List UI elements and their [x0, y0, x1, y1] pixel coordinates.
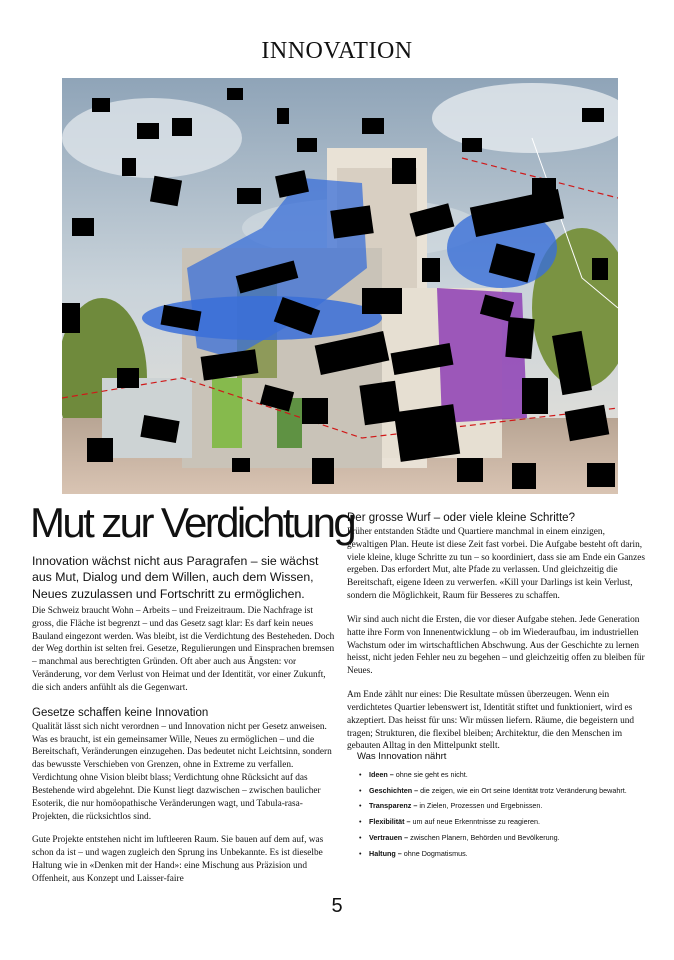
list-item: [357, 849, 637, 859]
list-item-text: um auf neue Erkenntnisse zu reagieren.: [410, 817, 540, 827]
list-item-term: Vertrauen –: [369, 832, 409, 842]
section2-heading: Der grosse Wurf – oder viele kleine Schritte?: [347, 512, 575, 524]
list-item-term: Flexibilität –: [369, 817, 411, 827]
list-item-text: ohne Dogmatismus.: [401, 848, 468, 858]
innovation-list: [357, 770, 637, 858]
list-item: [357, 833, 637, 843]
section2-paragraph-1: Früher entstanden Städte und Quartiere manchmal in einem einzigen, gewaltigen Plan. Heute ist diese Zeit fast vorbei. Die Aufgabe besteht oft darin, viele kleine, kluge Schritte zu tun – so koordiniert, dass sie am Ende ein Ganzes ergeben. Das erfordert Mut, alte Pfade zu verlassen. Und gleichzeitig die Bereitschaft, eigene Ideen zu verwerfen. «Kill your Darlings ist kein Verlust, sondern die Möglichkeit, Raum für Besseres zu schaffen.: [347, 527, 645, 602]
right-column: [347, 512, 645, 753]
list-item-text: in Zielen, Prozessen und Ergebnissen.: [417, 801, 543, 811]
list-item-term: Ideen –: [369, 770, 394, 779]
section1-paragraph-2: Gute Projekte entstehen nicht im luftleeren Raum. Sie bauen auf dem auf, was schon da ist – und wagen zugleich den Sprung ins Unbekannte. Es ist dieselbe Haltung wie in «Denken mit der Hand»: eine Mischung aus Präzision und Offenheit, aus Konzept und Laisser-faire: [32, 835, 324, 884]
list-item-text: die zeigen, wie ein Ort seine Identität trotz Veränderung bewahrt.: [418, 785, 627, 795]
page-header-title: INNOVATION: [261, 38, 413, 64]
section1-paragraph-1: Qualität lässt sich nicht verordnen – und Innovation nicht per Gesetz anweisen. Was es braucht, ist ein gemeinsamer Wille, Neues zu ermöglichen – und die Bereitschaft, Veränderungen einzugehen. Das bedeutet nicht Leichtsinn, sondern das bewusste Verschieben von Grenzen, ohne in Extreme zu verfallen. Verdichtung ohne Vision bleibt blass; Verdichtung ohne Rücksicht auf das Bestehende wird abgelehnt. Die Kunst liegt dazwischen – zwischen baulicher Esoterik, die nur homöopathische Veränderungen wagt, und Tabula-rasa-Projekten, die rücksichtlos sind.: [32, 721, 332, 822]
list-item-text: ohne sie geht es nicht.: [393, 770, 468, 779]
left-column: [32, 605, 337, 886]
list-item: [357, 817, 637, 827]
section2-paragraph-2: Wir sind auch nicht die Ersten, die vor dieser Aufgabe stehen. Jede Generation hatte ihre Form von Innenentwicklung – ob im Wiederaufbau, im industriellen Wachstum oder im wirtschaftlichen Abschwung. Aus der Geschichte zu lernen heisst, nicht jeden Fehler neu zu begehen – und gleichzeitig offen zu bleiben für Neues.: [347, 614, 645, 677]
list-item-term: Haltung –: [369, 848, 402, 858]
hero-image: [62, 78, 618, 494]
list-item-term: Transparenz –: [369, 801, 418, 811]
list-item: [357, 801, 637, 811]
list-item: [357, 770, 637, 780]
list-item-text: zwischen Planern, Behörden und Bevölkerung.: [408, 832, 560, 842]
list-item: [357, 786, 637, 796]
page-number: 5: [331, 895, 343, 917]
intro-paragraph: Die Schweiz braucht Wohn – Arbeits – und Freizeitraum. Die Nachfrage ist gross, die Fläche ist begrenzt – und das Gesetz sagt klar: Es darf kein neues Bauland eingezont werden. Was bleibt, ist die Verdichtung des Besteheden. Doch der Weg dorthin ist selten frei. Gesetze, Regulierungen und Einsprachen bremsen – manchmal aus berechtigten Gründen. Oft aber auch aus Ängsten: vor Veränderung, vor dem Verlust von Heimat und der Identität, vor einer Zukunft, die sich anders anfühlt als die Gegenwart.: [32, 606, 335, 693]
section2-paragraph-3: Am Ende zählt nur eines: Die Resultate müssen überzeugen. Wenn ein verdichtetes Quartier lebenswert ist, Identität stiftet und funktioniert, wird es akzeptiert. Das heisst für uns: Wir müssen liefern. Räume, die begeistern und tragen; Strukturen, die flexibel bleiben; Architektur, die den Menschen im gebauten Alltag in den Mittelpunkt stellt.: [347, 690, 635, 752]
section1-heading: Gesetze schaffen keine Innovation: [32, 706, 209, 719]
innovation-box-title: Was Innovation nährt: [357, 751, 447, 762]
hero-illustration: [62, 78, 618, 494]
innovation-box: [357, 751, 637, 864]
article-title: Mut zur Verdichtung: [30, 499, 355, 546]
list-item-term: Geschichten –: [369, 785, 419, 795]
article-lead: Innovation wächst nicht aus Paragrafen – sie wächst aus Mut, Dialog und dem Willen, auch dem Wissen, Neues zuzulassen und Fortschritt zu ermöglichen.: [32, 554, 319, 601]
